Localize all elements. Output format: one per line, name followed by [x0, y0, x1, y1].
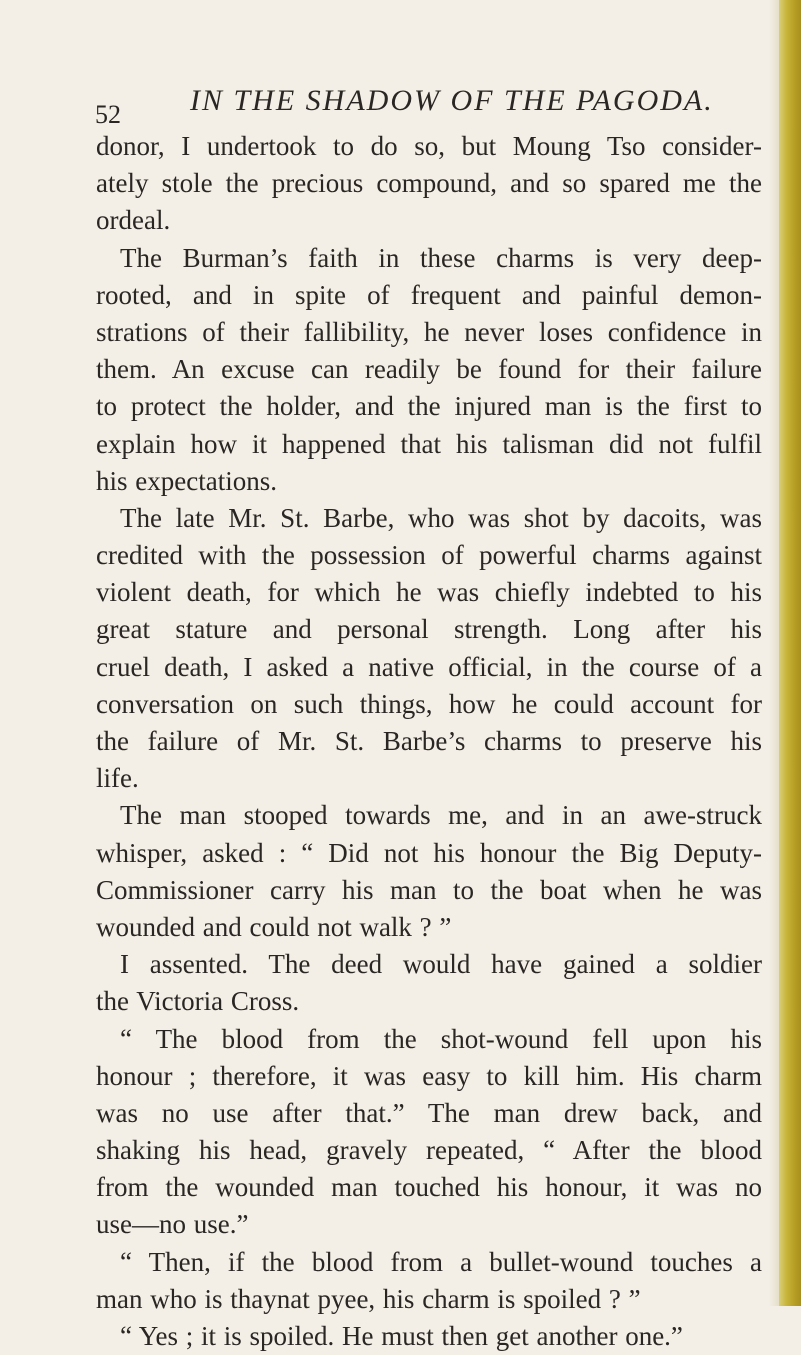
text-line: “ The blood from the shot-wound fell upon his [120, 1023, 762, 1054]
text-line: ately stole the precious compound, and so spared me the [96, 168, 762, 199]
body-text [96, 128, 762, 1355]
text-line: “ Then, if the blood from a bullet-wound touches a [120, 1246, 762, 1277]
text-line: to protect the holder, and the injured man is the first to [96, 391, 762, 422]
text-line: The late Mr. St. Barbe, who was shot by dacoits, was [120, 502, 762, 533]
text-line: I assented. The deed would have gained a soldier [120, 949, 762, 980]
gilded-page-edge [779, 0, 801, 1306]
text-line: “ Yes ; it is spoiled. He must then get another one.” [120, 1321, 683, 1351]
text-line: whisper, asked : “ Did not his honour the Big Deputy- [96, 837, 762, 868]
text-line: life. [96, 763, 139, 794]
text-line: wounded and could not walk ? ” [96, 911, 452, 942]
text-line: the Victoria Cross. [96, 986, 300, 1017]
text-line: Commissioner carry his man to the boat when he was [96, 874, 762, 905]
page-edge-shadow [769, 0, 779, 1306]
running-title: IN THE SHADOW OF THE PAGODA. [190, 84, 714, 117]
text-line: shaking his head, gravely repeated, “ After the blood [96, 1135, 762, 1166]
text-line: great stature and personal strength. Long after his [96, 614, 762, 645]
text-line: The Burman’s faith in these charms is very deep- [120, 242, 762, 273]
text-line: was no use after that.” The man drew back, and [96, 1097, 762, 1128]
text-line: use—no use.” [96, 1209, 249, 1240]
text-line: them. An excuse can readily be found for their failure [96, 354, 762, 385]
text-line: conversation on such things, how he could account for [96, 688, 762, 719]
text-line: from the wounded man touched his honour, it was no [96, 1172, 762, 1203]
text-line: the failure of Mr. St. Barbe’s charms to preserve his [96, 726, 762, 756]
page-number: 52 [95, 100, 121, 129]
text-line: cruel death, I asked a native official, in the course of a [96, 651, 762, 682]
text-line: violent death, for which he was chiefly indebted to his [96, 577, 762, 608]
text-line: his expectations. [96, 465, 277, 496]
text-line: strations of their fallibility, he never loses confidence in [96, 316, 762, 347]
text-line: The man stooped towards me, and in an awe-struck [120, 800, 762, 831]
text-line: man who is thaynat pyee, his charm is spoiled ? ” [96, 1283, 641, 1314]
text-line: ordeal. [96, 205, 171, 236]
text-line: rooted, and in spite of frequent and painful demon- [96, 279, 762, 310]
text-line: donor, I undertook to do so, but Moung Tso consider- [96, 131, 762, 161]
text-line: explain how it happened that his talisman did not fulfil [96, 428, 762, 459]
text-line: honour ; therefore, it was easy to kill him. His charm [96, 1060, 762, 1091]
text-line: credited with the possession of powerful charms against [96, 540, 762, 571]
